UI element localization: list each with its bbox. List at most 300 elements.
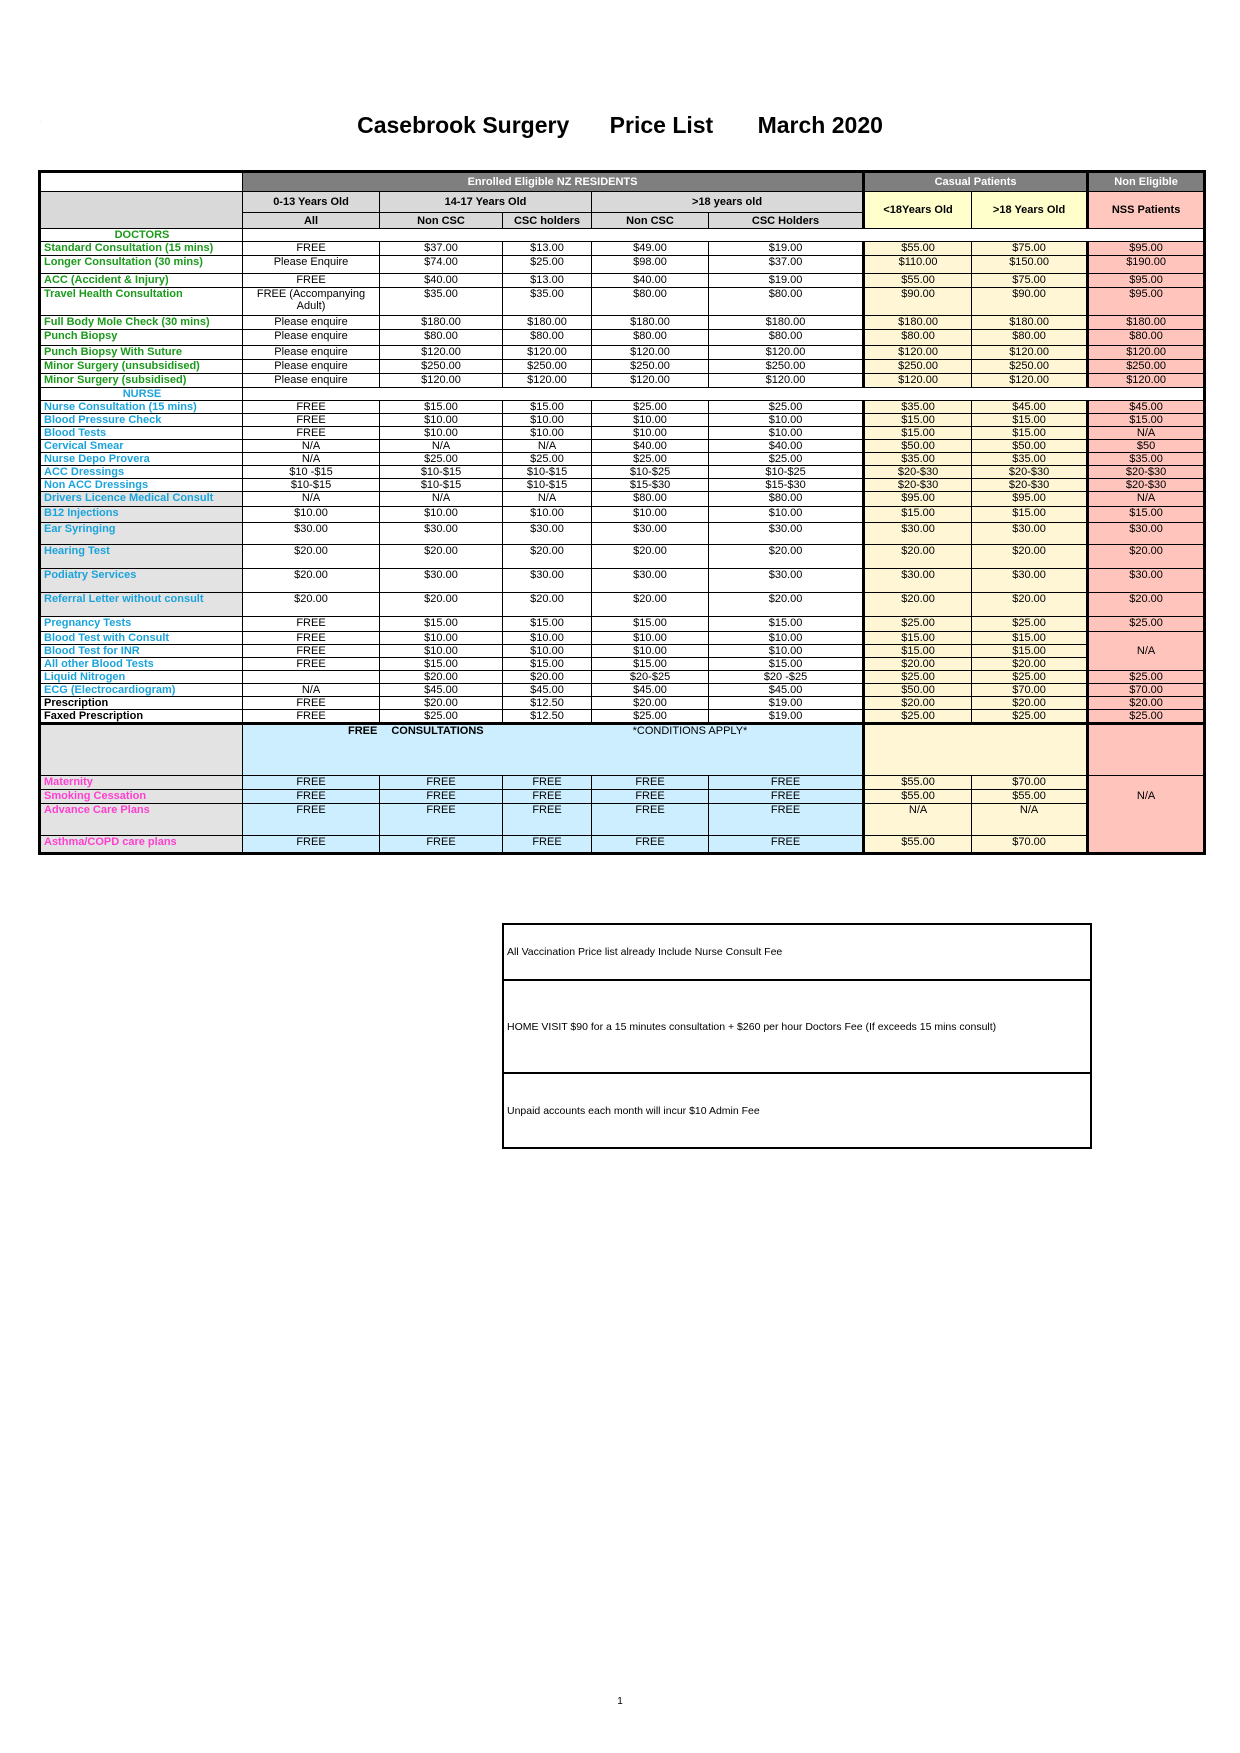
free-cell-csc-14-17: FREE (503, 804, 592, 836)
nurse-cell-csc-14-17: $45.00 (503, 684, 592, 697)
free-consult-nss-fill (1088, 724, 1205, 776)
nurse-cell-nss: $70.00 (1088, 684, 1205, 697)
nurse-cell-casual-over-18: $15.00 (972, 632, 1088, 645)
section-doctors (40, 229, 1205, 242)
conditions-apply: *CONDITIONS APPLY* (632, 725, 748, 737)
section-doctors-label: DOCTORS (40, 229, 243, 242)
consultations-word: CONSULTATIONS (391, 725, 484, 737)
section-doctors-fill (243, 229, 1205, 242)
header-csc-holders-18: CSC Holders (709, 213, 864, 229)
nurse-cell-casual-under-18: $20-$30 (864, 479, 972, 492)
nurse-cell-casual-under-18: $50.00 (864, 684, 972, 697)
nurse-row (40, 414, 1205, 427)
nurse-row (40, 569, 1205, 593)
doctor-cell-casual-under-18: $120.00 (864, 346, 972, 360)
nurse-cell-non-csc-18: $30.00 (592, 569, 709, 593)
nurse-cell-csc-14-17: $15.00 (503, 617, 592, 632)
nurse-row (40, 427, 1205, 440)
nurse-row (40, 545, 1205, 569)
free-cell-casual-over-18: N/A (972, 804, 1088, 836)
nurse-cell-csc-14-17: $30.00 (503, 569, 592, 593)
header-age-18: >18 years old (592, 192, 864, 213)
nurse-row (40, 710, 1205, 724)
nurse-row-label: Blood Test with Consult (40, 632, 243, 645)
nurse-row-label: Podiatry Services (40, 569, 243, 593)
nurse-row-label: Liquid Nitrogen (40, 671, 243, 684)
nurse-row-label: Drivers Licence Medical Consult (40, 492, 243, 507)
nurse-cell-casual-under-18: $25.00 (864, 617, 972, 632)
header-non-csc-18: Non CSC (592, 213, 709, 229)
doctor-cell-age-0-13: FREE (243, 242, 380, 256)
nurse-cell-csc-14-17: $20.00 (503, 545, 592, 569)
nurse-cell-csc-14-17: $25.00 (503, 453, 592, 466)
nurse-cell-non-csc-18: $15.00 (592, 658, 709, 671)
nurse-cell-age-0-13: $10.00 (243, 507, 380, 523)
doctor-row-label: Punch Biopsy (40, 330, 243, 346)
free-row-label: Smoking Cessation (40, 790, 243, 804)
doctor-cell-casual-over-18: $75.00 (972, 274, 1088, 288)
nurse-cell-casual-over-18: $25.00 (972, 671, 1088, 684)
nurse-cell-age-0-13: N/A (243, 684, 380, 697)
nurse-row-label: Hearing Test (40, 545, 243, 569)
nurse-cell-csc-18: $10.00 (709, 507, 864, 523)
doctor-cell-casual-under-18: $80.00 (864, 330, 972, 346)
nurse-cell-casual-under-18: $20.00 (864, 697, 972, 710)
doctor-cell-nss: $120.00 (1088, 374, 1205, 388)
doctor-row (40, 346, 1205, 360)
doctor-cell-age-0-13: Please Enquire (243, 256, 380, 274)
nurse-row (40, 684, 1205, 697)
nurse-row (40, 492, 1205, 507)
doctor-cell-csc-14-17: $25.00 (503, 256, 592, 274)
header-over-18: >18 Years Old (972, 192, 1088, 229)
doctor-cell-casual-under-18: $110.00 (864, 256, 972, 274)
nurse-cell-age-0-13: FREE (243, 697, 380, 710)
nurse-cell-casual-over-18: $15.00 (972, 414, 1088, 427)
free-cell-csc-18: FREE (709, 776, 864, 790)
nurse-cell-casual-under-18: $30.00 (864, 523, 972, 545)
nurse-row-label: Blood Pressure Check (40, 414, 243, 427)
free-cell-csc-14-17: FREE (503, 836, 592, 854)
nurse-cell-csc-18: $45.00 (709, 684, 864, 697)
nurse-cell-casual-over-18: $15.00 (972, 427, 1088, 440)
nurse-cell-non-csc-18: $80.00 (592, 492, 709, 507)
doctor-cell-non-csc-18: $80.00 (592, 330, 709, 346)
note-unpaid-accounts: Unpaid accounts each month will incur $10 Admin Fee (507, 1104, 760, 1117)
doctor-cell-csc-18: $80.00 (709, 330, 864, 346)
doctor-cell-casual-over-18: $75.00 (972, 242, 1088, 256)
nurse-cell-nss: $25.00 (1088, 617, 1205, 632)
nurse-cell-non-csc-18: $10.00 (592, 645, 709, 658)
doctor-cell-casual-over-18: $80.00 (972, 330, 1088, 346)
nurse-cell-non-csc-18: $20.00 (592, 545, 709, 569)
free-row-label: Advance Care Plans (40, 804, 243, 836)
header-csc-holders-14-17: CSC holders (503, 213, 592, 229)
nurse-row-label: All other Blood Tests (40, 658, 243, 671)
nurse-row-label: Pregnancy Tests (40, 617, 243, 632)
nurse-cell-nss: $20.00 (1088, 545, 1205, 569)
nurse-cell-non-csc-18: $10-$25 (592, 466, 709, 479)
nurse-cell-non-csc-14-17: $20.00 (380, 671, 503, 684)
nurse-cell-casual-under-18: $30.00 (864, 569, 972, 593)
nurse-cell-non-csc-14-17: $10.00 (380, 507, 503, 523)
nurse-cell-casual-over-18: $20.00 (972, 697, 1088, 710)
section-nurse (40, 388, 1205, 401)
nurse-cell-non-csc-18: $20.00 (592, 593, 709, 617)
free-cell-age-0-13: FREE (243, 776, 380, 790)
nurse-cell-non-csc-18: $25.00 (592, 453, 709, 466)
nurse-row-label: Nurse Consultation (15 mins) (40, 401, 243, 414)
nurse-cell-non-csc-14-17: $30.00 (380, 569, 503, 593)
nurse-cell-csc-18: $30.00 (709, 523, 864, 545)
nurse-cell-csc-14-17: $12.50 (503, 697, 592, 710)
doctor-cell-casual-under-18: $90.00 (864, 288, 972, 316)
doctor-cell-nss: $95.00 (1088, 288, 1205, 316)
nurse-cell-casual-over-18: $25.00 (972, 617, 1088, 632)
free-cell-csc-14-17: FREE (503, 776, 592, 790)
header-row-2 (40, 192, 1205, 213)
nurse-cell-non-csc-14-17: $10.00 (380, 632, 503, 645)
nurse-cell-non-csc-18: $10.00 (592, 507, 709, 523)
nurse-row (40, 401, 1205, 414)
doctor-cell-csc-14-17: $120.00 (503, 346, 592, 360)
nurse-cell-non-csc-14-17: $20.00 (380, 545, 503, 569)
nurse-cell-csc-14-17: $10.00 (503, 645, 592, 658)
nurse-row-label: Prescription (40, 697, 243, 710)
nurse-cell-non-csc-14-17: $15.00 (380, 658, 503, 671)
doctor-cell-nss: $80.00 (1088, 330, 1205, 346)
nurse-cell-casual-over-18: $20.00 (972, 658, 1088, 671)
header-non-eligible: Non Eligible (1088, 172, 1205, 192)
nurse-cell-csc-14-17: $10.00 (503, 632, 592, 645)
doctor-cell-age-0-13: Please enquire (243, 316, 380, 330)
doctor-cell-age-0-13: Please enquire (243, 346, 380, 360)
nurse-cell-age-0-13 (243, 671, 380, 684)
header-nss: NSS Patients (1088, 192, 1205, 229)
nurse-cell-csc-18: $20.00 (709, 545, 864, 569)
doctor-cell-age-0-13: FREE (243, 274, 380, 288)
header-enrolled: Enrolled Eligible NZ RESIDENTS (243, 172, 864, 192)
nurse-cell-casual-under-18: $15.00 (864, 427, 972, 440)
nurse-cell-casual-over-18: $20.00 (972, 593, 1088, 617)
nurse-cell-non-csc-14-17: N/A (380, 492, 503, 507)
free-cell-age-0-13: FREE (243, 836, 380, 854)
nurse-cell-casual-under-18: $35.00 (864, 401, 972, 414)
doctor-cell-nss: $95.00 (1088, 242, 1205, 256)
doctor-cell-age-0-13: Please enquire (243, 330, 380, 346)
nss-blood-tests-na: N/A (1088, 632, 1205, 671)
nurse-cell-non-csc-14-17: $10-$15 (380, 466, 503, 479)
notes-box (502, 923, 1092, 1149)
doctor-row (40, 374, 1205, 388)
nurse-cell-casual-under-18: $20.00 (864, 545, 972, 569)
nurse-cell-nss: $20.00 (1088, 697, 1205, 710)
doctor-cell-casual-over-18: $180.00 (972, 316, 1088, 330)
nurse-cell-csc-18: $25.00 (709, 453, 864, 466)
nurse-cell-non-csc-14-17: $15.00 (380, 401, 503, 414)
doctor-cell-csc-18: $250.00 (709, 360, 864, 374)
nurse-cell-casual-over-18: $50.00 (972, 440, 1088, 453)
doctor-row-label: Punch Biopsy With Suture (40, 346, 243, 360)
nurse-cell-csc-14-17: N/A (503, 492, 592, 507)
free-cell-csc-18: FREE (709, 836, 864, 854)
doctor-cell-non-csc-18: $98.00 (592, 256, 709, 274)
nurse-cell-csc-14-17: $15.00 (503, 658, 592, 671)
nurse-cell-csc-18: $80.00 (709, 492, 864, 507)
clinic-name: Casebrook Surgery (357, 112, 570, 138)
doctor-row-label: Full Body Mole Check (30 mins) (40, 316, 243, 330)
nurse-cell-casual-over-18: $45.00 (972, 401, 1088, 414)
doctor-cell-non-csc-18: $49.00 (592, 242, 709, 256)
nurse-cell-non-csc-14-17: $45.00 (380, 684, 503, 697)
nurse-cell-age-0-13: N/A (243, 453, 380, 466)
doctor-cell-casual-under-18: $250.00 (864, 360, 972, 374)
nurse-cell-nss: $25.00 (1088, 671, 1205, 684)
nurse-cell-casual-over-18: $25.00 (972, 710, 1088, 724)
section-nurse-label: NURSE (40, 388, 243, 401)
nurse-cell-non-csc-14-17: $10.00 (380, 414, 503, 427)
nurse-row-label: ECG (Electrocardiogram) (40, 684, 243, 697)
doctor-cell-csc-18: $19.00 (709, 242, 864, 256)
nurse-cell-age-0-13: N/A (243, 492, 380, 507)
free-cell-casual-over-18: $70.00 (972, 776, 1088, 790)
nurse-cell-csc-18: $19.00 (709, 710, 864, 724)
doctor-row-label: Minor Surgery (unsubsidised) (40, 360, 243, 374)
nurse-cell-nss: $35.00 (1088, 453, 1205, 466)
doctor-cell-non-csc-18: $120.00 (592, 374, 709, 388)
nurse-row (40, 466, 1205, 479)
nurse-row (40, 671, 1205, 684)
nurse-row (40, 632, 1205, 645)
nurse-cell-casual-over-18: $30.00 (972, 569, 1088, 593)
doctor-row-label: Minor Surgery (subsidised) (40, 374, 243, 388)
header-casual: Casual Patients (864, 172, 1088, 192)
header-row-1 (40, 172, 1205, 192)
nurse-cell-csc-18: $10.00 (709, 427, 864, 440)
nurse-row (40, 697, 1205, 710)
free-cell-non-csc-14-17: FREE (380, 776, 503, 790)
doctor-row-label: Travel Health Consultation (40, 288, 243, 316)
nurse-row-label: Blood Test for INR (40, 645, 243, 658)
nurse-cell-csc-14-17: $10-$15 (503, 479, 592, 492)
doctor-cell-non-csc-14-17: $120.00 (380, 374, 503, 388)
nurse-cell-casual-under-18: $25.00 (864, 671, 972, 684)
free-row (40, 790, 1205, 804)
nurse-cell-non-csc-14-17: $20.00 (380, 697, 503, 710)
section-nurse-fill (243, 388, 1205, 401)
free-word: FREE (348, 725, 378, 737)
nurse-cell-csc-18: $10.00 (709, 414, 864, 427)
nurse-cell-age-0-13: FREE (243, 401, 380, 414)
nurse-cell-age-0-13: $20.00 (243, 593, 380, 617)
nurse-cell-casual-over-18: $15.00 (972, 645, 1088, 658)
doctor-cell-csc-14-17: $180.00 (503, 316, 592, 330)
nurse-cell-casual-under-18: $15.00 (864, 632, 972, 645)
nurse-row (40, 617, 1205, 632)
doctor-row (40, 242, 1205, 256)
nurse-cell-csc-18: $15.00 (709, 658, 864, 671)
doctor-cell-csc-14-17: $80.00 (503, 330, 592, 346)
free-cell-age-0-13: FREE (243, 790, 380, 804)
doctor-cell-casual-under-18: $55.00 (864, 242, 972, 256)
nurse-cell-nss: $20-$30 (1088, 466, 1205, 479)
nurse-cell-csc-18: $15-$30 (709, 479, 864, 492)
doctor-cell-casual-under-18: $180.00 (864, 316, 972, 330)
nurse-cell-age-0-13: FREE (243, 658, 380, 671)
price-table (38, 170, 1206, 855)
nurse-cell-non-csc-18: $10.00 (592, 414, 709, 427)
nurse-row (40, 645, 1205, 658)
nurse-cell-age-0-13: $20.00 (243, 569, 380, 593)
nurse-cell-age-0-13: FREE (243, 632, 380, 645)
doctor-cell-non-csc-18: $120.00 (592, 346, 709, 360)
doctor-cell-nss: $180.00 (1088, 316, 1205, 330)
nurse-cell-non-csc-18: $45.00 (592, 684, 709, 697)
nurse-cell-non-csc-18: $25.00 (592, 401, 709, 414)
nurse-cell-nss: $30.00 (1088, 523, 1205, 545)
nurse-cell-age-0-13: FREE (243, 645, 380, 658)
nurse-cell-casual-under-18: $15.00 (864, 507, 972, 523)
nurse-cell-non-csc-14-17: $25.00 (380, 453, 503, 466)
nurse-cell-non-csc-14-17: $10.00 (380, 427, 503, 440)
header-blank (40, 172, 243, 192)
doctor-cell-csc-14-17: $250.00 (503, 360, 592, 374)
doctor-cell-csc-18: $120.00 (709, 374, 864, 388)
nurse-cell-age-0-13: $30.00 (243, 523, 380, 545)
nurse-cell-age-0-13: FREE (243, 414, 380, 427)
nurse-cell-csc-14-17: $10.00 (503, 414, 592, 427)
nurse-cell-casual-under-18: $20.00 (864, 593, 972, 617)
nurse-cell-non-csc-14-17: $10.00 (380, 645, 503, 658)
doctor-cell-casual-over-18: $90.00 (972, 288, 1088, 316)
nurse-cell-csc-14-17: $30.00 (503, 523, 592, 545)
nurse-row-label: Non ACC Dressings (40, 479, 243, 492)
doctor-cell-nss: $250.00 (1088, 360, 1205, 374)
doctor-cell-casual-under-18: $120.00 (864, 374, 972, 388)
doctor-cell-csc-14-17: $35.00 (503, 288, 592, 316)
nurse-cell-non-csc-18: $20.00 (592, 697, 709, 710)
doctor-row (40, 360, 1205, 374)
header-non-csc-14-17: Non CSC (380, 213, 503, 229)
nurse-cell-non-csc-14-17: $25.00 (380, 710, 503, 724)
nurse-row (40, 440, 1205, 453)
nurse-cell-casual-over-18: $20.00 (972, 545, 1088, 569)
free-cell-non-csc-18: FREE (592, 804, 709, 836)
nurse-cell-non-csc-18: $15-$30 (592, 479, 709, 492)
header-age-0-13: 0-13 Years Old (243, 192, 380, 213)
nurse-cell-casual-over-18: $20-$30 (972, 479, 1088, 492)
doc-title: Price List (609, 112, 714, 138)
doctor-cell-non-csc-18: $80.00 (592, 288, 709, 316)
nurse-cell-non-csc-18: $25.00 (592, 710, 709, 724)
nurse-row (40, 507, 1205, 523)
nurse-row (40, 453, 1205, 466)
nurse-cell-non-csc-18: $10.00 (592, 427, 709, 440)
nurse-cell-nss: N/A (1088, 492, 1205, 507)
doctor-cell-csc-18: $180.00 (709, 316, 864, 330)
free-cell-csc-18: FREE (709, 804, 864, 836)
doctor-cell-nss: $120.00 (1088, 346, 1205, 360)
free-cell-age-0-13: FREE (243, 804, 380, 836)
doctor-cell-casual-over-18: $120.00 (972, 374, 1088, 388)
nurse-row-label: Cervical Smear (40, 440, 243, 453)
free-cell-csc-18: FREE (709, 790, 864, 804)
nurse-row-label: Referral Letter without consult (40, 593, 243, 617)
nurse-cell-csc-18: $10.00 (709, 632, 864, 645)
nurse-cell-age-0-13: $10-$15 (243, 479, 380, 492)
nurse-cell-csc-14-17: $12.50 (503, 710, 592, 724)
doctor-cell-csc-18: $37.00 (709, 256, 864, 274)
nurse-cell-non-csc-14-17: $10-$15 (380, 479, 503, 492)
nurse-cell-casual-over-18: $95.00 (972, 492, 1088, 507)
nurse-cell-casual-under-18: $20.00 (864, 658, 972, 671)
doctor-row (40, 256, 1205, 274)
nurse-cell-age-0-13: $20.00 (243, 545, 380, 569)
doctor-cell-non-csc-14-17: $35.00 (380, 288, 503, 316)
nurse-cell-non-csc-14-17: $15.00 (380, 617, 503, 632)
nurse-cell-csc-18: $15.00 (709, 617, 864, 632)
free-row-label: Asthma/COPD care plans (40, 836, 243, 854)
note-home-visit: HOME VISIT $90 for a 15 minutes consultation + $260 per hour Doctors Fee (If exceeds 15 mins consult) (504, 981, 1090, 1074)
free-row (40, 804, 1205, 836)
nurse-row-label: B12 Injections (40, 507, 243, 523)
doctor-cell-non-csc-14-17: $180.00 (380, 316, 503, 330)
doctor-cell-csc-18: $120.00 (709, 346, 864, 360)
nurse-cell-casual-over-18: $70.00 (972, 684, 1088, 697)
nurse-cell-casual-under-18: $95.00 (864, 492, 972, 507)
free-cell-casual-under-18: $55.00 (864, 776, 972, 790)
nurse-cell-csc-18: $10.00 (709, 645, 864, 658)
free-consult-casual-fill (864, 724, 1088, 776)
page-number: 1 (617, 1696, 623, 1707)
free-consultations-row (40, 724, 1205, 776)
free-cell-casual-under-18: $55.00 (864, 836, 972, 854)
doctor-cell-nss: $95.00 (1088, 274, 1205, 288)
doctor-cell-non-csc-14-17: $74.00 (380, 256, 503, 274)
nurse-cell-csc-14-17: $10-$15 (503, 466, 592, 479)
doctor-cell-nss: $190.00 (1088, 256, 1205, 274)
doctor-cell-non-csc-14-17: $120.00 (380, 346, 503, 360)
doctor-row (40, 330, 1205, 346)
nurse-cell-csc-14-17: $20.00 (503, 671, 592, 684)
nurse-cell-casual-under-18: $15.00 (864, 645, 972, 658)
free-cell-non-csc-18: FREE (592, 836, 709, 854)
free-cell-casual-under-18: N/A (864, 804, 972, 836)
stray-mark: . (40, 118, 42, 124)
nurse-cell-csc-18: $40.00 (709, 440, 864, 453)
nurse-row (40, 593, 1205, 617)
nurse-cell-casual-under-18: $50.00 (864, 440, 972, 453)
nurse-cell-nss: $30.00 (1088, 569, 1205, 593)
nurse-row-label: Blood Tests (40, 427, 243, 440)
nurse-cell-nss: $50 (1088, 440, 1205, 453)
header-label-area (40, 192, 243, 229)
nurse-cell-casual-under-18: $20-$30 (864, 466, 972, 479)
nurse-cell-casual-over-18: $15.00 (972, 507, 1088, 523)
nurse-cell-non-csc-18: $40.00 (592, 440, 709, 453)
doc-date: March 2020 (757, 112, 883, 138)
nurse-row-label: Ear Syringing (40, 523, 243, 545)
doctor-cell-csc-14-17: $13.00 (503, 274, 592, 288)
nurse-cell-non-csc-14-17: $30.00 (380, 523, 503, 545)
nurse-cell-non-csc-18: $30.00 (592, 523, 709, 545)
nurse-cell-nss: $45.00 (1088, 401, 1205, 414)
doctor-cell-non-csc-14-17: $40.00 (380, 274, 503, 288)
nurse-cell-nss: $20-$30 (1088, 479, 1205, 492)
nurse-cell-casual-over-18: $30.00 (972, 523, 1088, 545)
free-cell-csc-14-17: FREE (503, 790, 592, 804)
nurse-row-label: ACC Dressings (40, 466, 243, 479)
